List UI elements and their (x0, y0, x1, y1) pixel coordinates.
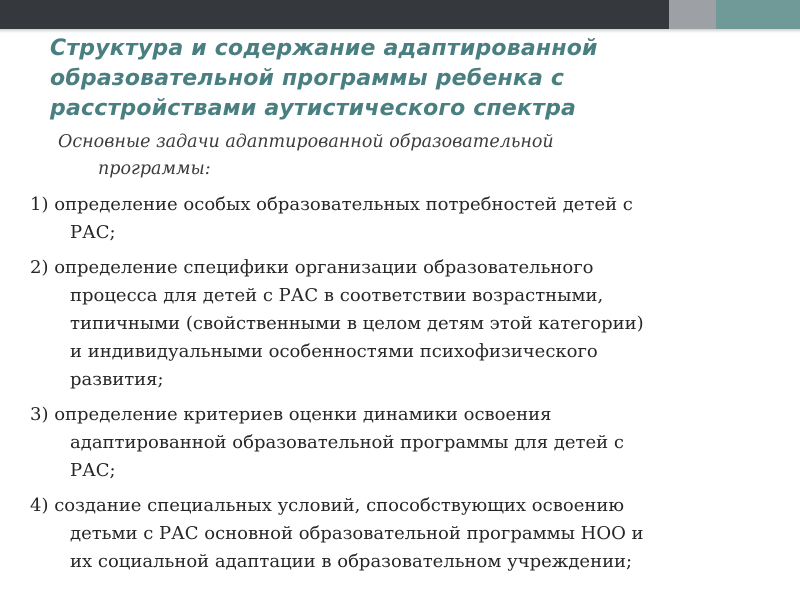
task-item-line: адаптированной образовательной программы для детей с (70, 432, 624, 453)
task-item-line: и индивидуальными особенностями психофизического (70, 341, 598, 362)
title-line: расстройствами аутистического спектра (50, 96, 577, 121)
task-item-1 (30, 191, 760, 247)
task-item-line: 3) определение критериев оценки динамики освоения (30, 404, 552, 425)
tasks-heading-line: Основные задачи адаптированной образовательной (58, 132, 554, 152)
top-accent-teal-block (716, 0, 800, 29)
task-item-line: типичными (свойственными в целом детям этой категории) (70, 313, 644, 334)
task-item-line: процесса для детей с РАС в соответствии возрастными, (70, 285, 604, 306)
title-line: Структура и содержание адаптированной (50, 36, 598, 61)
task-item-line: развития; (70, 369, 164, 390)
task-item-line: РАС; (70, 460, 116, 481)
title-line: образовательной программы ребенка с (50, 66, 565, 91)
task-item-line: 4) создание специальных условий, способствующих освоению (30, 495, 625, 516)
slide-title (50, 34, 770, 124)
task-item-line: 2) определение специфики организации образовательного (30, 257, 594, 278)
task-item-3 (30, 401, 760, 485)
task-item-line: РАС; (70, 222, 116, 243)
task-item-2 (30, 254, 760, 394)
task-item-line: 1) определение особых образовательных потребностей детей с (30, 194, 633, 215)
task-item-line: их социальной адаптации в образовательном учреждении; (70, 551, 633, 572)
task-item-line: детьми с РАС основной образовательной программы НОО и (70, 523, 644, 544)
tasks-heading (58, 129, 760, 183)
top-bar-shadow (0, 29, 800, 33)
top-accent-gray-block (669, 0, 716, 29)
task-item-4 (30, 492, 760, 576)
tasks-heading-line: программы: (98, 159, 211, 179)
slide-content (30, 129, 760, 583)
